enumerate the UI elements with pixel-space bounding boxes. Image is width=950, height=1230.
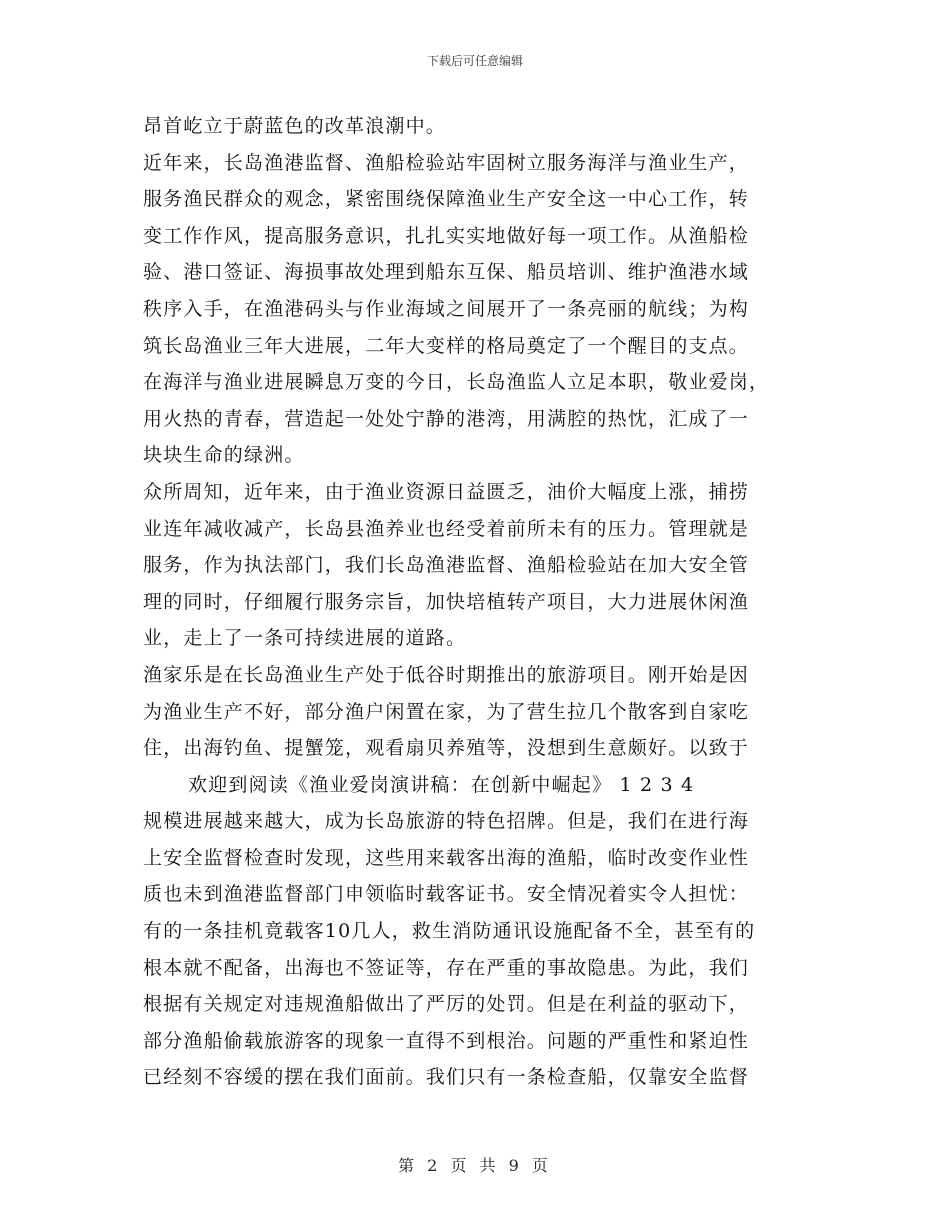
text-line: 在海洋与渔业进展瞬息万变的今日，长岛渔监人立足本职，敬业爱岗， <box>143 371 770 394</box>
document-body <box>143 108 808 1096</box>
text-line: 根据有关规定对违规渔船做出了严厉的处罚。但是在利益的驱动下， <box>143 993 750 1016</box>
text-line: 近年来，长岛渔港监督、渔船检验站牢固树立服务海洋与渔业生产， <box>143 151 750 174</box>
text-line: 渔家乐是在长岛渔业生产处于低谷时期推出的旅游项目。刚开始是因 <box>143 663 750 686</box>
text-line: 为渔业生产不好，部分渔户闲置在家，为了营生拉几个散客到自家吃 <box>143 700 750 723</box>
text-line: 秩序入手，在渔港码头与作业海域之间展开了一条亮丽的航线；为构 <box>143 297 750 320</box>
text-line: 规模进展越来越大，成为长岛旅游的特色招牌。但是，我们在进行海 <box>143 810 750 833</box>
text-line: 用火热的青春，营造起一处处宁静的港湾，用满腔的热忱，汇成了一 <box>143 407 750 430</box>
text-line: 众所周知，近年来，由于渔业资源日益匮乏，油价大幅度上涨，捕捞 <box>143 480 750 503</box>
text-line: 服务，作为执法部门，我们长岛渔港监督、渔船检验站在加大安全管 <box>143 554 750 577</box>
text-line: 有的一条挂机竟载客10几人，救生消防通讯设施配备不全，甚至有的 <box>143 920 756 943</box>
text-line: 业连年减收减产，长岛县渔养业也经受着前所未有的压力。管理就是 <box>143 517 750 540</box>
text-line: 变工作作风，提高服务意识，扎扎实实地做好每一项工作。从渔船检 <box>143 224 750 247</box>
text-line: 上安全监督检查时发现，这些用来载客出海的渔船，临时改变作业性 <box>143 846 750 869</box>
text-line: 筑长岛渔业三年大进展，二年大变样的格局奠定了一个醒目的支点。 <box>143 334 750 357</box>
text-line: 部分渔船偷载旅游客的现象一直得不到根治。问题的严重性和紧迫性 <box>143 1029 750 1052</box>
text-line: 业，走上了一条可持续进展的道路。 <box>143 627 467 650</box>
text-line: 昂首屹立于蔚蓝色的改革浪潮中。 <box>143 115 447 137</box>
text-line: 验、港口签证、海损事故处理到船东互保、船员培训、维护渔港水域 <box>143 261 750 284</box>
text-line: 住，出海钓鱼、提蟹笼，观看扇贝养殖等，没想到生意颇好。以致于 <box>143 737 750 760</box>
text-line: 质也未到渔港监督部门申领临时载客证书。安全情况着实令人担忧： <box>143 883 750 906</box>
text-line: 服务渔民群众的观念，紧密围绕保障渔业生产安全这一中心工作，转 <box>143 188 750 211</box>
text-line: 已经刻不容缓的摆在我们面前。我们只有一条检查船，仅靠安全监督 <box>143 1066 750 1089</box>
text-line: 理的同时，仔细履行服务宗旨，加快培植转产项目，大力进展休闲渔 <box>143 590 750 613</box>
text-line: 块块生命的绿洲。 <box>143 444 305 467</box>
text-line: 根本就不配备，出海也不签证等，存在严重的事故隐患。为此，我们 <box>143 956 750 979</box>
page-header: 下载后可任意编辑 <box>426 54 523 68</box>
reading-link-line[interactable]: 欢迎到阅读《渔业爱岗演讲稿：在创新中崛起》 1 2 3 4 <box>188 773 695 796</box>
page-footer: 第 2 页 共 9 页 <box>398 1156 552 1175</box>
